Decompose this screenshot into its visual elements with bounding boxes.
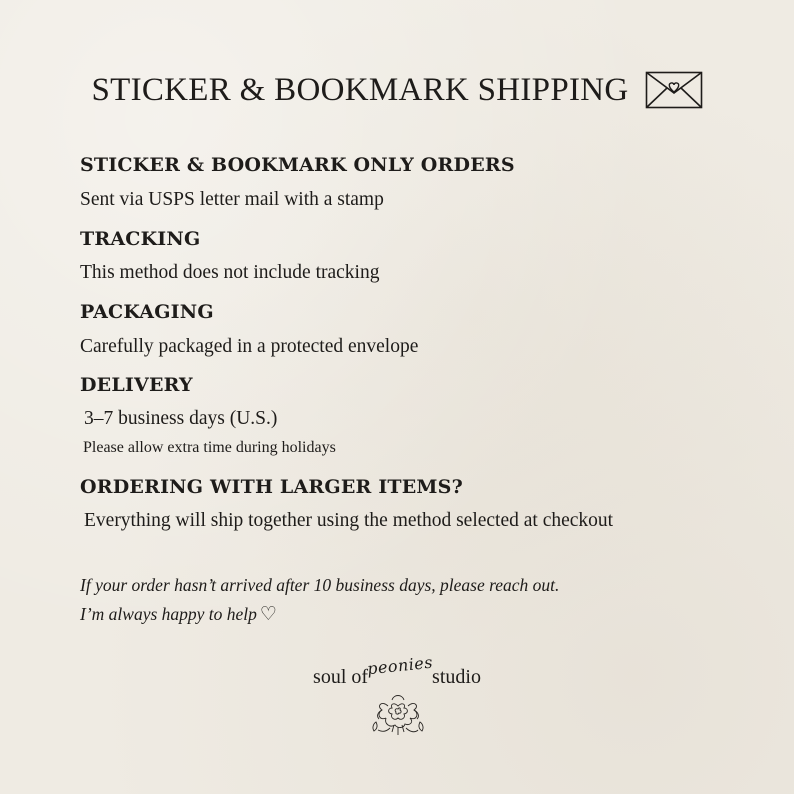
section-text-larger-items: Everything will ship together using the method selected at checkout xyxy=(84,510,614,531)
studio-logo xyxy=(0,652,794,782)
section-heading-tracking: TRACKING xyxy=(80,228,201,250)
logo-word-before: soul of xyxy=(313,666,369,688)
note-line-2 xyxy=(80,605,277,624)
page-title: STICKER & BOOKMARK SHIPPING xyxy=(91,71,629,108)
title-row xyxy=(0,68,794,112)
note-line-2-text: I’m always happy to help xyxy=(80,604,257,624)
logo-script-word: peonies xyxy=(366,652,434,679)
logo-word-after: studio xyxy=(432,666,481,688)
section-heading-larger-items: ORDERING WITH LARGER ITEMS? xyxy=(80,476,463,498)
envelope-heart-icon xyxy=(645,71,703,109)
section-text-orders: Sent via USPS letter mail with a stamp xyxy=(80,189,384,210)
section-subtext-delivery: Please allow extra time during holidays xyxy=(83,439,336,456)
section-text-delivery: 3–7 business days (U.S.) xyxy=(84,408,278,429)
section-text-packaging: Carefully packaged in a protected envelope xyxy=(80,336,419,357)
section-heading-orders: STICKER & BOOKMARK ONLY ORDERS xyxy=(80,154,515,176)
note-line-1: If your order hasn’t arrived after 10 business days, please reach out. xyxy=(80,575,560,595)
section-text-tracking: This method does not include tracking xyxy=(80,262,380,283)
section-heading-packaging: PACKAGING xyxy=(80,301,214,323)
section-heading-delivery: DELIVERY xyxy=(80,374,193,396)
peony-flower-icon xyxy=(368,688,428,738)
heart-icon: ♡ xyxy=(259,604,277,625)
